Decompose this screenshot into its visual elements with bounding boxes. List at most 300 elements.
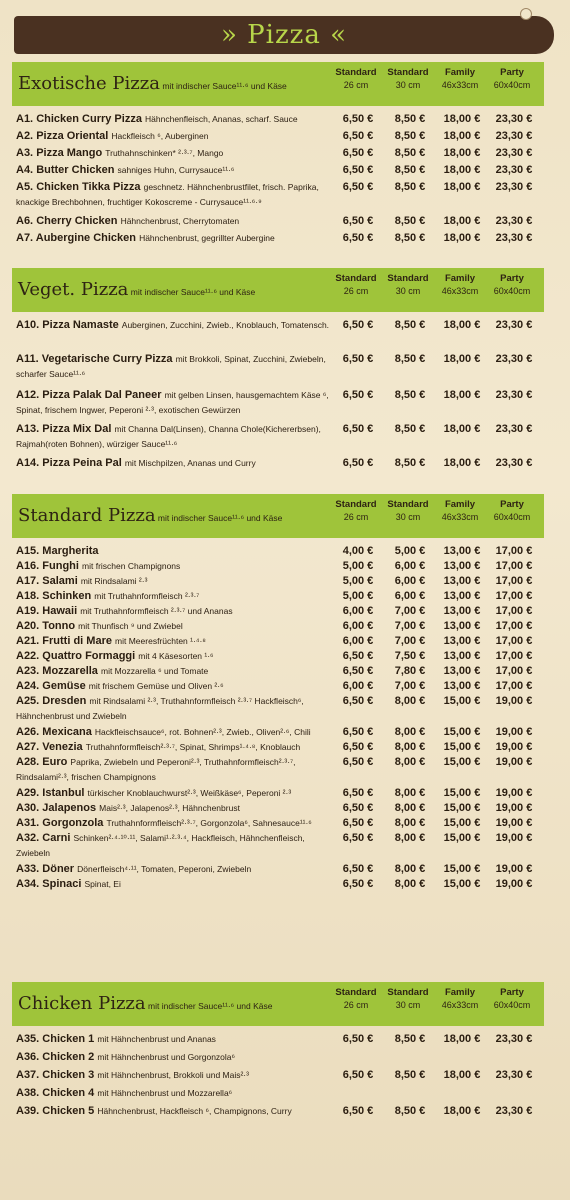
menu-item: [12, 801, 544, 816]
item-prices: [332, 604, 540, 618]
item-number: A29.: [16, 787, 43, 799]
price: 8,50 €: [394, 181, 426, 193]
price: 6,00 €: [394, 590, 426, 602]
price: 8,00 €: [394, 787, 426, 799]
size-dimension: 60x40cm: [493, 1000, 531, 1010]
section-title: [18, 73, 287, 94]
item-prices: [332, 725, 540, 739]
size-column-header: [330, 272, 382, 298]
price: 6,50 €: [342, 423, 374, 435]
price: 19,00 €: [495, 741, 533, 753]
item-number: A4.: [16, 164, 37, 176]
price: 15,00 €: [443, 726, 481, 738]
menu-item: [12, 1032, 544, 1050]
item-number: A2.: [16, 130, 37, 142]
size-label: Family: [444, 273, 476, 284]
item-number: A25.: [16, 695, 43, 707]
price: 6,50 €: [342, 319, 374, 331]
size-dimension: 60x40cm: [493, 512, 531, 522]
menu-item-description: [12, 112, 330, 127]
item-prices: [332, 1068, 540, 1082]
price: 8,50 €: [394, 353, 426, 365]
item-detail: mit Mozzarella ⁶ und Tomate: [100, 666, 209, 676]
price: 8,50 €: [394, 423, 426, 435]
item-prices: [332, 740, 540, 754]
item-name: Pizza Palak Dal Paneer: [42, 389, 165, 401]
menu-item: [12, 1086, 544, 1104]
item-name: Venezia: [42, 741, 86, 753]
price: 6,50 €: [342, 695, 374, 707]
size-dimension: 60x40cm: [493, 286, 531, 296]
item-detail: türkischer Knoblauchwurst²·³, Weißkäse⁶, Peperoni ²·³: [87, 788, 292, 798]
item-name: Döner: [42, 863, 78, 875]
item-detail: mit Hähnchenbrust und Ananas: [97, 1034, 216, 1044]
price: 18,00 €: [443, 164, 481, 176]
price: 18,00 €: [443, 1069, 481, 1081]
size-dimension: 30 cm: [395, 1000, 421, 1010]
size-column-header: [382, 498, 434, 524]
price: 7,50 €: [394, 650, 426, 662]
item-detail: Hähnchenfleisch, Ananas, scharf. Sauce: [145, 114, 298, 124]
item-name: Carni: [42, 832, 74, 844]
size-label: Standard: [335, 499, 377, 510]
menu-item: [12, 634, 544, 649]
item-number: A3.: [16, 147, 37, 159]
price: 7,00 €: [394, 680, 426, 692]
price: 23,30 €: [495, 1069, 533, 1081]
item-prices: [332, 388, 540, 402]
section-header: [12, 62, 544, 106]
section-subtitle: mit indischer Sauce¹¹·⁶ und Käse: [145, 1001, 273, 1011]
price: 13,00 €: [443, 575, 481, 587]
menu-item: [12, 740, 544, 755]
item-name: Istanbul: [42, 787, 88, 799]
menu-item: [12, 619, 544, 634]
price: 19,00 €: [495, 832, 533, 844]
item-list: [12, 112, 544, 248]
menu-item-description: [12, 231, 330, 246]
price: 18,00 €: [443, 181, 481, 193]
price: 15,00 €: [443, 741, 481, 753]
size-label: Family: [444, 987, 476, 998]
item-detail: mit Hähnchenbrust und Mozzarella⁶: [97, 1088, 233, 1098]
price: 23,30 €: [495, 1033, 533, 1045]
price: 8,00 €: [394, 878, 426, 890]
price: 6,50 €: [342, 181, 374, 193]
item-prices: [332, 755, 540, 769]
price: 18,00 €: [443, 147, 481, 159]
section-subtitle: mit indischer Sauce¹¹·⁶ und Käse: [155, 513, 283, 523]
price: 23,30 €: [495, 147, 533, 159]
item-number: A16.: [16, 560, 43, 572]
price: 8,00 €: [394, 695, 426, 707]
price: 13,00 €: [443, 635, 481, 647]
menu-item-description: [12, 619, 330, 634]
price: 6,50 €: [342, 726, 374, 738]
price: 23,30 €: [495, 389, 533, 401]
menu-section: [12, 494, 544, 892]
item-detail: Schinken²·⁴·¹⁰·¹¹, Salami¹·²·³·⁴, Hackfleisch, Hähnchenfleisch, Zwiebeln: [16, 833, 305, 858]
price: 15,00 €: [443, 832, 481, 844]
item-number: A20.: [16, 620, 43, 632]
menu-item-description: [12, 1032, 330, 1047]
item-detail: Hähnchenbrust, Hackfleisch ⁶, Champignons, Curry: [97, 1106, 292, 1116]
price: 18,00 €: [443, 232, 481, 244]
price: 23,30 €: [495, 215, 533, 227]
item-number: A35.: [16, 1033, 43, 1045]
item-name: Mozzarella: [42, 665, 101, 677]
menu-item: [12, 180, 544, 214]
price: 13,00 €: [443, 665, 481, 677]
menu-item-description: [12, 129, 330, 144]
price: 6,50 €: [342, 832, 374, 844]
item-name: Margherita: [42, 545, 99, 557]
item-name: Pizza Peina Pal: [42, 457, 125, 469]
item-name: Chicken 5: [42, 1105, 98, 1117]
price: 15,00 €: [443, 802, 481, 814]
price: 15,00 €: [443, 787, 481, 799]
price: 6,50 €: [342, 164, 374, 176]
price: 19,00 €: [495, 802, 533, 814]
item-prices: [332, 352, 540, 366]
price: 6,50 €: [342, 215, 374, 227]
item-name: Pizza Mix Dal: [42, 423, 115, 435]
size-dimension: 26 cm: [343, 286, 369, 296]
item-number: A10.: [16, 319, 43, 331]
menu-item: [12, 559, 544, 574]
price: 8,50 €: [394, 1069, 426, 1081]
price: 7,00 €: [394, 635, 426, 647]
menu-item-description: [12, 352, 330, 382]
price: 6,50 €: [342, 863, 374, 875]
price: 8,50 €: [394, 457, 426, 469]
item-number: A32.: [16, 832, 43, 844]
menu-item: [12, 1104, 544, 1122]
menu-item-description: [12, 559, 330, 574]
item-number: A30.: [16, 802, 43, 814]
menu-item-description: [12, 456, 330, 471]
size-columns: [330, 986, 538, 1012]
size-column-header: [486, 498, 538, 524]
size-column-header: [382, 66, 434, 92]
menu-item-description: [12, 649, 330, 664]
price: 18,00 €: [443, 319, 481, 331]
item-prices: [332, 180, 540, 194]
price: 8,50 €: [394, 147, 426, 159]
size-column-header: [330, 498, 382, 524]
price: 17,00 €: [495, 650, 533, 662]
item-name: Tonno: [42, 620, 79, 632]
menu-item: [12, 422, 544, 456]
item-detail: Truthahnformfleisch²·³·⁷, Gorgonzola⁶, Sahnesauce¹¹·⁶: [106, 818, 312, 828]
menu-item: [12, 163, 544, 180]
menu-item-description: [12, 786, 330, 801]
price: 19,00 €: [495, 695, 533, 707]
menu-item-description: [12, 146, 330, 161]
price: 17,00 €: [495, 605, 533, 617]
price: 15,00 €: [443, 863, 481, 875]
price: 13,00 €: [443, 680, 481, 692]
item-detail: mit Hähnchenbrust und Gorgonzola⁶: [97, 1052, 236, 1062]
price: 5,00 €: [394, 545, 426, 557]
menu-item-description: [12, 604, 330, 619]
menu-item-description: [12, 1050, 330, 1065]
section-title: [18, 993, 272, 1014]
price: 18,00 €: [443, 113, 481, 125]
item-name: Spinaci: [42, 878, 85, 890]
item-detail: mit 4 Käsesorten ¹·⁶: [138, 651, 214, 661]
price: 18,00 €: [443, 353, 481, 365]
price: 6,50 €: [342, 353, 374, 365]
size-column-header: [486, 66, 538, 92]
size-column-header: [434, 986, 486, 1012]
item-number: A19.: [16, 605, 43, 617]
price: 5,00 €: [342, 590, 374, 602]
item-prices: [332, 559, 540, 573]
size-dimension: 26 cm: [343, 1000, 369, 1010]
price: 23,30 €: [495, 181, 533, 193]
item-name: Chicken 1: [42, 1033, 98, 1045]
price: 23,30 €: [495, 232, 533, 244]
item-number: A26.: [16, 726, 43, 738]
item-number: A23.: [16, 665, 43, 677]
menu-item-description: [12, 740, 330, 755]
item-prices: [332, 816, 540, 830]
size-column-header: [486, 272, 538, 298]
menu-item: [12, 877, 544, 892]
item-prices: [332, 877, 540, 891]
size-column-header: [486, 986, 538, 1012]
menu-item: [12, 725, 544, 740]
price: 6,00 €: [342, 605, 374, 617]
price: 8,50 €: [394, 232, 426, 244]
item-prices: [332, 679, 540, 693]
price: 8,50 €: [394, 215, 426, 227]
price: 13,00 €: [443, 545, 481, 557]
menu-item-description: [12, 574, 330, 589]
size-column-header: [434, 272, 486, 298]
menu-item-description: [12, 725, 330, 740]
item-detail: sahniges Huhn, Currysauce¹¹·⁶: [117, 165, 235, 175]
price: 23,30 €: [495, 1105, 533, 1117]
item-detail: Spinat, Ei: [84, 879, 121, 889]
price: 8,00 €: [394, 802, 426, 814]
size-dimension: 46x33cm: [441, 80, 479, 90]
item-prices: [332, 318, 540, 332]
item-prices: [332, 694, 540, 708]
menu-item-description: [12, 679, 330, 694]
price: 17,00 €: [495, 635, 533, 647]
menu-item: [12, 146, 544, 163]
item-list: [12, 544, 544, 892]
item-name: Chicken 3: [42, 1069, 98, 1081]
item-name: Pizza Namaste: [42, 319, 122, 331]
item-number: A34.: [16, 878, 43, 890]
size-dimension: 26 cm: [343, 80, 369, 90]
menu-item: [12, 679, 544, 694]
menu-item: [12, 604, 544, 619]
menu-item-description: [12, 388, 330, 418]
price: 8,00 €: [394, 863, 426, 875]
item-prices: [332, 664, 540, 678]
price: 6,50 €: [342, 817, 374, 829]
size-dimension: 46x33cm: [441, 512, 479, 522]
size-column-header: [330, 986, 382, 1012]
price: 8,00 €: [394, 726, 426, 738]
price: 23,30 €: [495, 113, 533, 125]
price: 8,00 €: [394, 832, 426, 844]
menu-item: [12, 589, 544, 604]
price: 7,80 €: [394, 665, 426, 677]
item-prices: [332, 422, 540, 436]
price: 6,50 €: [342, 457, 374, 469]
menu-item-description: [12, 1086, 330, 1101]
menu-item: [12, 112, 544, 129]
size-column-header: [330, 66, 382, 92]
menu-item: [12, 694, 544, 725]
price: 8,00 €: [394, 741, 426, 753]
menu-item-description: [12, 180, 330, 210]
price: 5,00 €: [342, 560, 374, 572]
section-header: [12, 268, 544, 312]
price: 18,00 €: [443, 1033, 481, 1045]
price: 7,00 €: [394, 605, 426, 617]
menu-item: [12, 755, 544, 786]
item-name: Cherry Chicken: [36, 215, 121, 227]
item-number: A24.: [16, 680, 43, 692]
item-name: Hawaii: [42, 605, 81, 617]
item-prices: [332, 786, 540, 800]
price: 6,50 €: [342, 741, 374, 753]
item-name: Chicken 2: [42, 1051, 98, 1063]
item-list: [12, 1032, 544, 1122]
item-detail: mit Brokkoli, Spinat, Zucchini, Zwiebeln, scharfer Sauce¹¹·⁶: [16, 354, 326, 379]
price: 13,00 €: [443, 620, 481, 632]
item-detail: mit Rindsalami ²·³: [80, 576, 148, 586]
item-prices: [332, 1032, 540, 1046]
size-dimension: 46x33cm: [441, 286, 479, 296]
menu-item: [12, 862, 544, 877]
menu-item-description: [12, 589, 330, 604]
price: 6,50 €: [342, 1105, 374, 1117]
item-number: A17.: [16, 575, 43, 587]
menu-section: [12, 268, 544, 476]
punch-hole-icon: [520, 8, 532, 20]
size-column-header: [382, 272, 434, 298]
price: 15,00 €: [443, 756, 481, 768]
item-name: Salami: [42, 575, 81, 587]
item-detail: mit Channa Dal(Linsen), Channa Chole(Kichererbsen), Rajmah(roten Bohnen), würziger Sauce¹¹·⁶: [16, 424, 321, 449]
menu-item-description: [12, 544, 330, 559]
item-name: Gorgonzola: [42, 817, 107, 829]
menu-item: [12, 129, 544, 146]
menu-item: [12, 352, 544, 388]
size-columns: [330, 498, 538, 524]
size-column-header: [434, 498, 486, 524]
item-detail: Hackfleischsauce⁶, rot. Bohnen²·³, Zwieb., Oliven²·⁶, Chili: [94, 727, 311, 737]
size-column-header: [382, 986, 434, 1012]
price: 6,50 €: [342, 113, 374, 125]
item-detail: mit Mischpilzen, Ananas und Curry: [124, 458, 256, 468]
size-dimension: 30 cm: [395, 80, 421, 90]
item-detail: Hähnchenbrust, Cherrytomaten: [120, 216, 240, 226]
price: 19,00 €: [495, 878, 533, 890]
menu-item: [12, 831, 544, 862]
price: 19,00 €: [495, 787, 533, 799]
section-title-text: Veget. Pizza: [18, 279, 129, 300]
price: 18,00 €: [443, 1105, 481, 1117]
item-detail: mit gelben Linsen, hausgemachtem Käse ⁶, Spinat, frischem Ingwer, Peperoni ²·³, exotischen Gewürzen: [16, 390, 329, 415]
price: 17,00 €: [495, 575, 533, 587]
menu-item-description: [12, 877, 330, 892]
menu-item: [12, 816, 544, 831]
price: 6,50 €: [342, 878, 374, 890]
price: 13,00 €: [443, 605, 481, 617]
price: 19,00 €: [495, 863, 533, 875]
item-prices: [332, 456, 540, 470]
price: 8,50 €: [394, 1033, 426, 1045]
item-number: A36.: [16, 1051, 43, 1063]
item-prices: [332, 1104, 540, 1118]
price: 6,50 €: [342, 1033, 374, 1045]
price: 6,50 €: [342, 787, 374, 799]
size-label: Family: [444, 67, 476, 78]
price: 19,00 €: [495, 726, 533, 738]
item-detail: mit Hähnchenbrust, Brokkoli und Mais²·³: [97, 1070, 249, 1080]
size-dimension: 46x33cm: [441, 1000, 479, 1010]
price: 17,00 €: [495, 680, 533, 692]
section-title-text: Exotische Pizza: [18, 73, 160, 94]
item-list: [12, 318, 544, 476]
item-prices: [332, 544, 540, 558]
item-detail: Hackfleisch ⁶, Auberginen: [111, 131, 209, 141]
item-prices: [332, 574, 540, 588]
menu-item-description: [12, 831, 330, 861]
item-detail: mit Truthahnformfleisch ²·³·⁷: [94, 591, 200, 601]
item-name: Aubergine Chicken: [35, 232, 140, 244]
size-label: Party: [500, 273, 524, 284]
item-number: A11.: [16, 353, 42, 365]
item-number: A18.: [16, 590, 43, 602]
size-dimension: 30 cm: [395, 512, 421, 522]
price: 8,50 €: [394, 164, 426, 176]
price: 6,50 €: [342, 802, 374, 814]
price: 18,00 €: [443, 389, 481, 401]
item-name: Chicken 4: [42, 1087, 98, 1099]
item-name: Dresden: [42, 695, 90, 707]
item-detail: mit frischem Gemüse und Oliven ²·⁶: [88, 681, 224, 691]
size-label: Standard: [387, 987, 429, 998]
price: 15,00 €: [443, 878, 481, 890]
menu-item: [12, 214, 544, 231]
item-number: A7.: [16, 232, 36, 244]
price: 6,00 €: [342, 680, 374, 692]
item-number: A37.: [16, 1069, 43, 1081]
menu-item: [12, 388, 544, 422]
item-prices: [332, 129, 540, 143]
item-detail: Truthahnschinken* ²·³·⁷, Mango: [105, 148, 224, 158]
item-number: A1.: [16, 113, 37, 125]
menu-item-description: [12, 214, 330, 229]
pizza-banner: [14, 16, 554, 54]
menu-item-description: [12, 1104, 330, 1119]
item-name: Pizza Oriental: [36, 130, 112, 142]
section-header: [12, 494, 544, 538]
item-name: Euro: [42, 756, 71, 768]
item-prices: [332, 801, 540, 815]
item-number: A39.: [16, 1105, 43, 1117]
price: 8,50 €: [394, 130, 426, 142]
